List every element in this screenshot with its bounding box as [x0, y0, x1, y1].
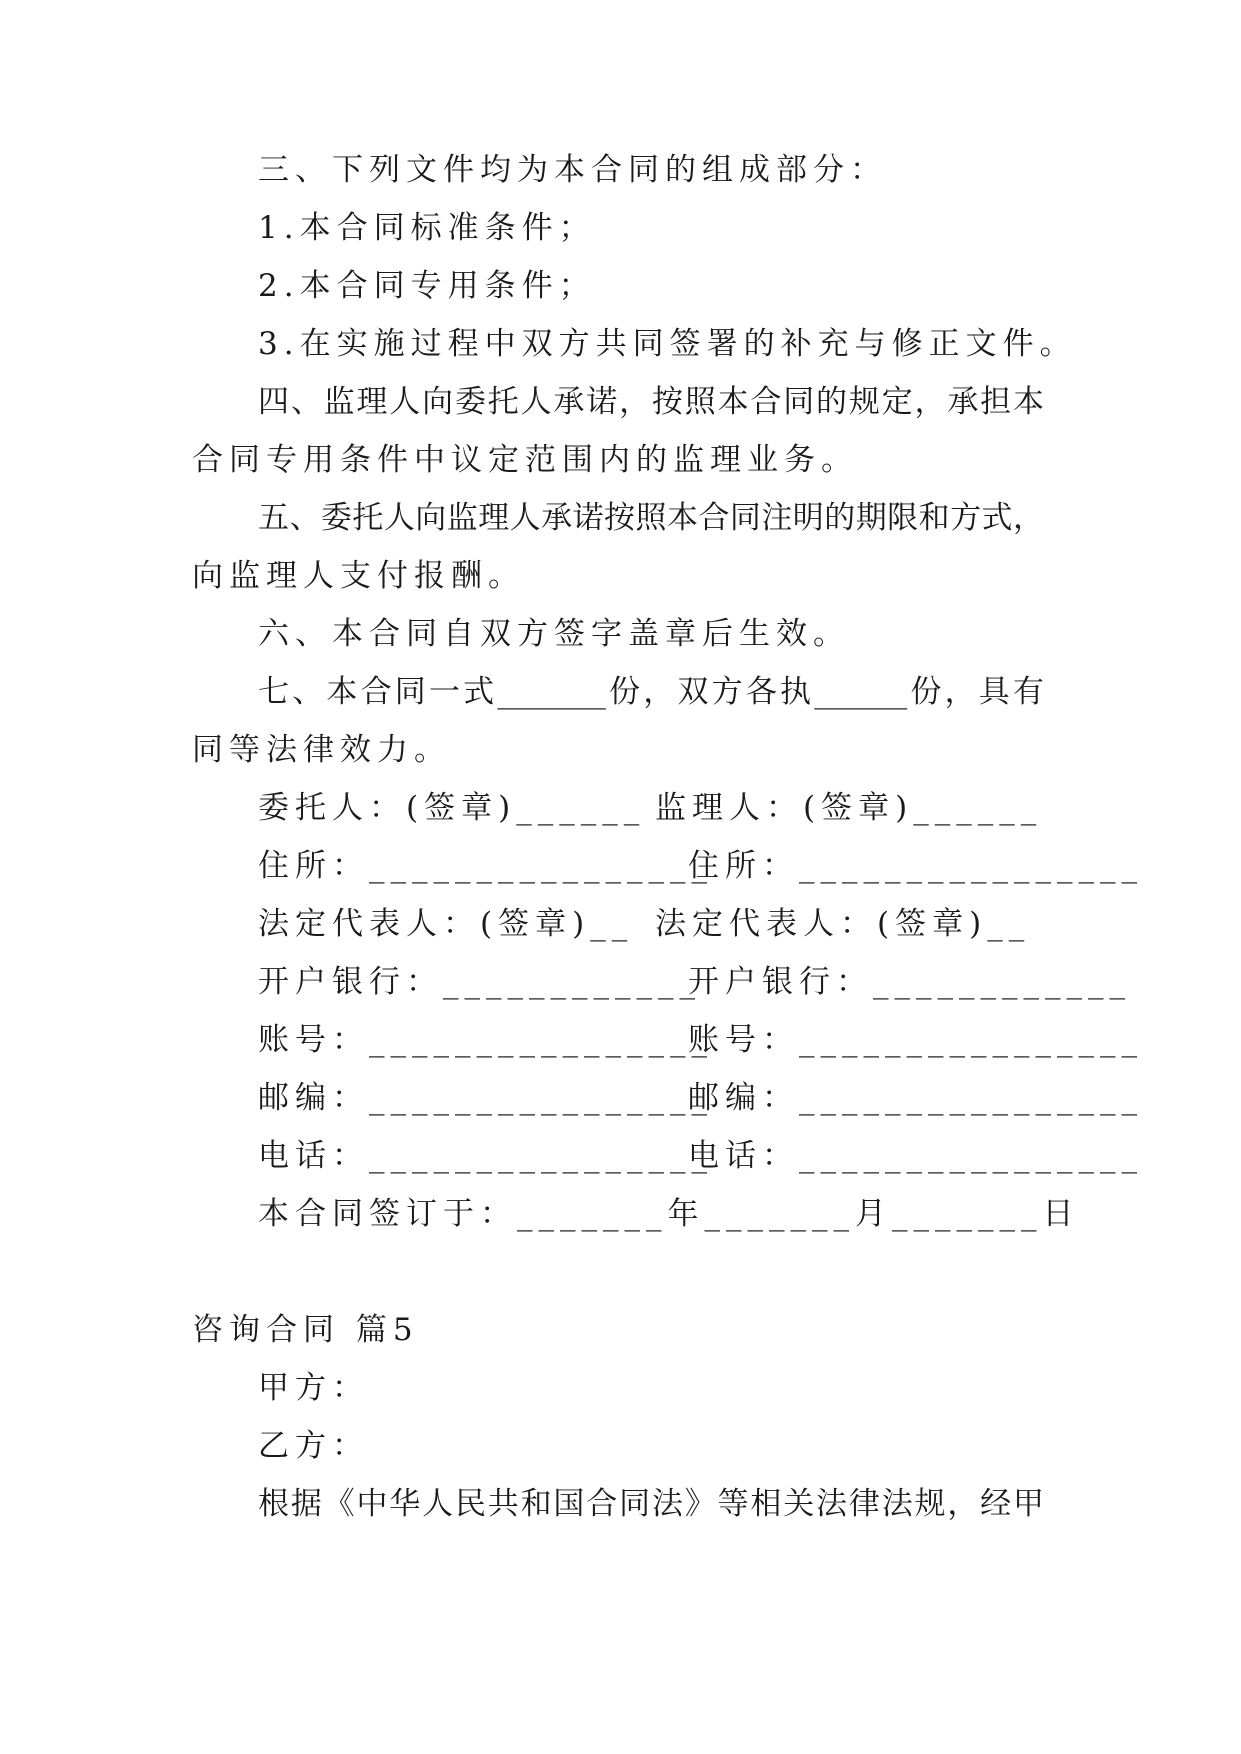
- section3-item-1: 1.本合同标准条件；: [258, 210, 596, 246]
- party-a-label: 甲方：: [258, 1370, 369, 1406]
- intro-line: 根据《中华人民共和国合同法》等相关法律法规，经甲: [258, 1486, 1044, 1522]
- signature-row-right: 住所：________________: [688, 848, 1143, 884]
- signature-row-left: 账号：________________: [258, 1022, 713, 1058]
- section7-line2: 同等法律效力。: [192, 732, 451, 768]
- section6-line1: 六、本合同自双方签字盖章后生效。: [258, 616, 850, 652]
- signature-row-right: 电话：________________: [688, 1138, 1143, 1174]
- section3-item-3: 3.在实施过程中双方共同签署的补充与修正文件。: [258, 326, 1077, 362]
- signature-row-left: 委托人：(签章)______: [258, 790, 646, 826]
- signature-row-left: 邮编：________________: [258, 1080, 713, 1116]
- signature-row-left: 开户银行：____________: [258, 964, 701, 1000]
- signature-row-right: 邮编：________________: [688, 1080, 1143, 1116]
- signature-row-right: 账号：________________: [688, 1022, 1143, 1058]
- section4-line2: 合同专用条件中议定范围内的监理业务。: [192, 442, 858, 478]
- signature-row-left: 住所：________________: [258, 848, 713, 884]
- signature-row-right: 开户银行：____________: [688, 964, 1131, 1000]
- section3-item-2: 2.本合同专用条件；: [258, 268, 596, 304]
- section4-line1: 四、监理人向委托人承诺，按照本合同的规定，承担本: [258, 384, 1044, 420]
- section3-heading: 三、下列文件均为本合同的组成部分：: [258, 152, 887, 188]
- party-b-label: 乙方：: [258, 1428, 369, 1464]
- signature-row-left: 法定代表人：(签章)__: [258, 906, 634, 942]
- signing-date-line: 本合同签订于：_______年_______月_______日: [258, 1196, 1080, 1232]
- section5-line2: 向监理人支付报酬。: [192, 558, 525, 594]
- next-contract-title: 咨询合同 篇5: [192, 1312, 419, 1348]
- section7-line1: 七、本合同一式_______份，双方各执______份，具有: [258, 674, 1044, 710]
- signature-row-left: 电话：________________: [258, 1138, 713, 1174]
- signature-row-right: 监理人：(签章)______: [655, 790, 1043, 826]
- signature-row-right: 法定代表人：(签章)__: [655, 906, 1031, 942]
- section5-line1: 五、委托人向监理人承诺按照本合同注明的期限和方式，: [258, 500, 1044, 536]
